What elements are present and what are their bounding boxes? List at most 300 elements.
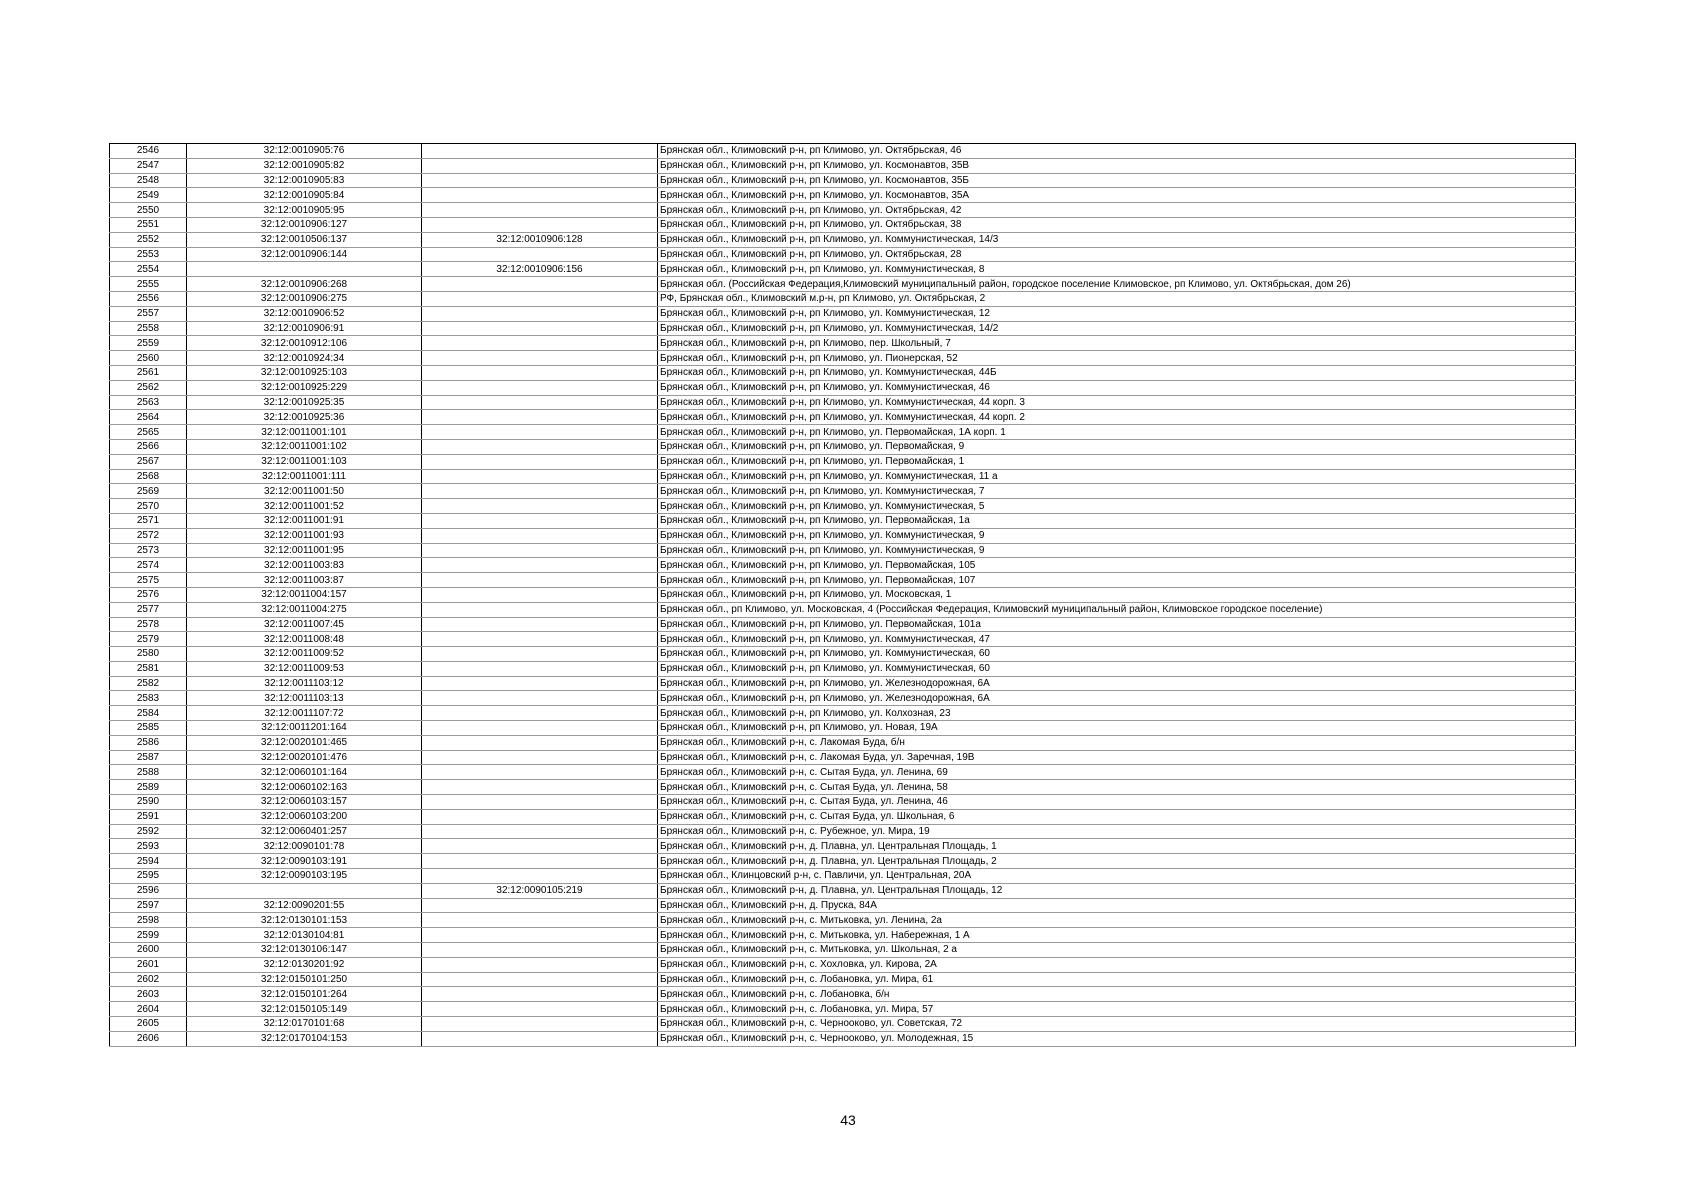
row-number-cell: 2571 bbox=[110, 513, 187, 528]
cadastral-number-cell: 32:12:0130101:153 bbox=[187, 913, 422, 928]
old-cadastral-number-cell bbox=[422, 735, 658, 750]
cadastral-number-cell: 32:12:0011001:50 bbox=[187, 484, 422, 499]
cadastral-number-cell: 32:12:0011004:275 bbox=[187, 602, 422, 617]
old-cadastral-number-cell bbox=[422, 410, 658, 425]
old-cadastral-number-cell bbox=[422, 957, 658, 972]
row-number-cell: 2566 bbox=[110, 439, 187, 454]
old-cadastral-number-cell bbox=[422, 469, 658, 484]
table-row bbox=[110, 528, 1576, 543]
old-cadastral-number-cell bbox=[422, 573, 658, 588]
old-cadastral-number-cell: 32:12:0010906:156 bbox=[422, 262, 658, 277]
old-cadastral-number-cell bbox=[422, 824, 658, 839]
table-row bbox=[110, 188, 1576, 203]
row-number-cell: 2546 bbox=[110, 144, 187, 159]
row-number-cell: 2582 bbox=[110, 676, 187, 691]
cadastral-number-cell: 32:12:0011004:157 bbox=[187, 587, 422, 602]
old-cadastral-number-cell bbox=[422, 913, 658, 928]
old-cadastral-number-cell bbox=[422, 425, 658, 440]
address-cell: Брянская обл., Климовский р-н, рп Климово, ул. Железнодорожная, 6А bbox=[658, 691, 1576, 706]
table-row bbox=[110, 928, 1576, 943]
address-cell: Брянская обл., Климовский р-н, рп Климово, ул. Первомайская, 1А корп. 1 bbox=[658, 425, 1576, 440]
table-row bbox=[110, 262, 1576, 277]
row-number-cell: 2552 bbox=[110, 232, 187, 247]
table-row bbox=[110, 454, 1576, 469]
table-row bbox=[110, 839, 1576, 854]
table-row bbox=[110, 217, 1576, 232]
table-row bbox=[110, 410, 1576, 425]
table-row bbox=[110, 351, 1576, 366]
row-number-cell: 2554 bbox=[110, 262, 187, 277]
row-number-cell: 2573 bbox=[110, 543, 187, 558]
table-row bbox=[110, 735, 1576, 750]
table-row bbox=[110, 617, 1576, 632]
old-cadastral-number-cell bbox=[422, 839, 658, 854]
row-number-cell: 2576 bbox=[110, 587, 187, 602]
table-row bbox=[110, 987, 1576, 1002]
table-row bbox=[110, 869, 1576, 884]
table-row bbox=[110, 395, 1576, 410]
row-number-cell: 2562 bbox=[110, 380, 187, 395]
table-row bbox=[110, 232, 1576, 247]
cadastral-number-cell bbox=[187, 883, 422, 898]
row-number-cell: 2557 bbox=[110, 306, 187, 321]
old-cadastral-number-cell bbox=[422, 380, 658, 395]
cadastral-number-cell: 32:12:0010906:275 bbox=[187, 291, 422, 306]
cadastral-number-cell: 32:12:0170101:68 bbox=[187, 1017, 422, 1032]
old-cadastral-number-cell bbox=[422, 543, 658, 558]
row-number-cell: 2567 bbox=[110, 454, 187, 469]
cadastral-number-cell: 32:12:0090201:55 bbox=[187, 898, 422, 913]
row-number-cell: 2595 bbox=[110, 869, 187, 884]
address-cell: Брянская обл., Климовский р-н, рп Климово, ул. Московская, 1 bbox=[658, 587, 1576, 602]
address-cell: Брянская обл., Климовский р-н, рп Климово, ул. Коммунистическая, 44 корп. 3 bbox=[658, 395, 1576, 410]
table-row bbox=[110, 365, 1576, 380]
cadastral-number-cell: 32:12:0010925:103 bbox=[187, 365, 422, 380]
old-cadastral-number-cell bbox=[422, 854, 658, 869]
row-number-cell: 2553 bbox=[110, 247, 187, 262]
cadastral-number-cell: 32:12:0011009:53 bbox=[187, 661, 422, 676]
cadastral-number-cell: 32:12:0130106:147 bbox=[187, 943, 422, 958]
address-cell: Брянская обл., Климовский р-н, с. Лобановка, ул. Мира, 61 bbox=[658, 972, 1576, 987]
table-row bbox=[110, 883, 1576, 898]
address-cell: Брянская обл., Климовский р-н, с. Митьковка, ул. Школьная, 2 а bbox=[658, 943, 1576, 958]
address-cell: Брянская обл., Климовский р-н, рп Климово, ул. Октябрьская, 38 bbox=[658, 217, 1576, 232]
cadastral-number-cell: 32:12:0010906:52 bbox=[187, 306, 422, 321]
cadastral-number-cell: 32:12:0060103:157 bbox=[187, 795, 422, 810]
old-cadastral-number-cell bbox=[422, 558, 658, 573]
cadastral-number-cell: 32:12:0010905:76 bbox=[187, 144, 422, 159]
cadastral-number-cell: 32:12:0011001:111 bbox=[187, 469, 422, 484]
address-cell: Брянская обл., Климовский р-н, рп Климово, ул. Первомайская, 1а bbox=[658, 513, 1576, 528]
cadastral-number-cell: 32:12:0020101:476 bbox=[187, 750, 422, 765]
address-cell: Брянская обл., Климовский р-н, рп Климово, ул. Коммунистическая, 14/3 bbox=[658, 232, 1576, 247]
table-row bbox=[110, 676, 1576, 691]
old-cadastral-number-cell bbox=[422, 602, 658, 617]
old-cadastral-number-cell bbox=[422, 617, 658, 632]
table-row bbox=[110, 336, 1576, 351]
address-cell: Брянская обл., Климовский р-н, с. Хохловка, ул. Кирова, 2А bbox=[658, 957, 1576, 972]
row-number-cell: 2564 bbox=[110, 410, 187, 425]
row-number-cell: 2561 bbox=[110, 365, 187, 380]
old-cadastral-number-cell bbox=[422, 365, 658, 380]
row-number-cell: 2599 bbox=[110, 928, 187, 943]
address-cell: Брянская обл., Климовский р-н, рп Климово, ул. Коммунистическая, 9 bbox=[658, 528, 1576, 543]
row-number-cell: 2560 bbox=[110, 351, 187, 366]
row-number-cell: 2569 bbox=[110, 484, 187, 499]
old-cadastral-number-cell bbox=[422, 499, 658, 514]
address-cell: Брянская обл., Климовский р-н, рп Климово, ул. Коммунистическая, 60 bbox=[658, 647, 1576, 662]
old-cadastral-number-cell bbox=[422, 987, 658, 1002]
cadastral-number-cell: 32:12:0130104:81 bbox=[187, 928, 422, 943]
old-cadastral-number-cell bbox=[422, 454, 658, 469]
row-number-cell: 2601 bbox=[110, 957, 187, 972]
table-row bbox=[110, 795, 1576, 810]
table-row bbox=[110, 691, 1576, 706]
address-cell: Брянская обл., Климовский р-н, рп Климово, ул. Первомайская, 105 bbox=[658, 558, 1576, 573]
old-cadastral-number-cell bbox=[422, 1002, 658, 1017]
old-cadastral-number-cell bbox=[422, 661, 658, 676]
row-number-cell: 2586 bbox=[110, 735, 187, 750]
old-cadastral-number-cell bbox=[422, 173, 658, 188]
cadastral-number-cell: 32:12:0170104:153 bbox=[187, 1031, 422, 1046]
row-number-cell: 2604 bbox=[110, 1002, 187, 1017]
old-cadastral-number-cell bbox=[422, 898, 658, 913]
row-number-cell: 2592 bbox=[110, 824, 187, 839]
row-number-cell: 2606 bbox=[110, 1031, 187, 1046]
old-cadastral-number-cell bbox=[422, 336, 658, 351]
cadastral-number-cell: 32:12:0130201:92 bbox=[187, 957, 422, 972]
table-row bbox=[110, 647, 1576, 662]
cadastral-number-cell: 32:12:0090103:195 bbox=[187, 869, 422, 884]
old-cadastral-number-cell bbox=[422, 439, 658, 454]
address-cell: Брянская обл., Климовский р-н, рп Климово, ул. Коммунистическая, 12 bbox=[658, 306, 1576, 321]
address-cell: Брянская обл., Климовский р-н, рп Климово, ул. Железнодорожная, 6А bbox=[658, 676, 1576, 691]
old-cadastral-number-cell bbox=[422, 706, 658, 721]
address-cell: Брянская обл., Климовский р-н, рп Климово, ул. Колхозная, 23 bbox=[658, 706, 1576, 721]
table-row bbox=[110, 765, 1576, 780]
row-number-cell: 2600 bbox=[110, 943, 187, 958]
address-cell: Брянская обл., Климовский р-н, с. Сытая Буда, ул. Школьная, 6 bbox=[658, 809, 1576, 824]
old-cadastral-number-cell bbox=[422, 351, 658, 366]
row-number-cell: 2588 bbox=[110, 765, 187, 780]
table-row bbox=[110, 661, 1576, 676]
address-cell: Брянская обл., Клинцовский р-н, с. Павличи, ул. Центральная, 20А bbox=[658, 869, 1576, 884]
row-number-cell: 2591 bbox=[110, 809, 187, 824]
table-row bbox=[110, 602, 1576, 617]
cadastral-number-cell: 32:12:0010925:35 bbox=[187, 395, 422, 410]
address-cell: Брянская обл., Климовский р-н, с. Лакомая Буда, ул. Заречная, 19В bbox=[658, 750, 1576, 765]
old-cadastral-number-cell bbox=[422, 587, 658, 602]
table-row bbox=[110, 306, 1576, 321]
address-cell: Брянская обл., Климовский р-н, рп Климово, ул. Пионерская, 52 bbox=[658, 351, 1576, 366]
row-number-cell: 2551 bbox=[110, 217, 187, 232]
table-row bbox=[110, 972, 1576, 987]
old-cadastral-number-cell bbox=[422, 203, 658, 218]
cadastral-number-cell: 32:12:0010912:106 bbox=[187, 336, 422, 351]
old-cadastral-number-cell bbox=[422, 291, 658, 306]
address-cell: Брянская обл., Климовский р-н, рп Климово, ул. Первомайская, 107 bbox=[658, 573, 1576, 588]
row-number-cell: 2590 bbox=[110, 795, 187, 810]
row-number-cell: 2574 bbox=[110, 558, 187, 573]
table-row bbox=[110, 706, 1576, 721]
table-row bbox=[110, 469, 1576, 484]
row-number-cell: 2549 bbox=[110, 188, 187, 203]
address-cell: Брянская обл., Климовский р-н, рп Климово, ул. Октябрьская, 42 bbox=[658, 203, 1576, 218]
row-number-cell: 2584 bbox=[110, 706, 187, 721]
row-number-cell: 2550 bbox=[110, 203, 187, 218]
row-number-cell: 2589 bbox=[110, 780, 187, 795]
cadastral-number-cell: 32:12:0011009:52 bbox=[187, 647, 422, 662]
address-cell: Брянская обл., Климовский р-н, рп Климово, ул. Новая, 19А bbox=[658, 721, 1576, 736]
old-cadastral-number-cell: 32:12:0090105:219 bbox=[422, 883, 658, 898]
cadastral-number-cell: 32:12:0011001:93 bbox=[187, 528, 422, 543]
address-cell: Брянская обл., Климовский р-н, рп Климово, ул. Коммунистическая, 8 bbox=[658, 262, 1576, 277]
address-cell: Брянская обл., Климовский р-н, с. Сытая Буда, ул. Ленина, 46 bbox=[658, 795, 1576, 810]
row-number-cell: 2565 bbox=[110, 425, 187, 440]
cadastral-number-cell: 32:12:0011103:13 bbox=[187, 691, 422, 706]
cadastral-number-cell: 32:12:0011001:52 bbox=[187, 499, 422, 514]
address-cell: Брянская обл., Климовский р-н, рп Климово, ул. Коммунистическая, 47 bbox=[658, 632, 1576, 647]
old-cadastral-number-cell bbox=[422, 484, 658, 499]
cadastral-number-cell: 32:12:0150101:264 bbox=[187, 987, 422, 1002]
cadastral-number-cell: 32:12:0011001:102 bbox=[187, 439, 422, 454]
cadastral-number-cell: 32:12:0020101:465 bbox=[187, 735, 422, 750]
table-row bbox=[110, 144, 1576, 159]
row-number-cell: 2563 bbox=[110, 395, 187, 410]
row-number-cell: 2602 bbox=[110, 972, 187, 987]
address-cell: Брянская обл. (Российская Федерация,Климовский муниципальный район, городское поселение Климовское, рп Климово, ул. Октябрьская, дом 26) bbox=[658, 277, 1576, 292]
old-cadastral-number-cell bbox=[422, 247, 658, 262]
row-number-cell: 2572 bbox=[110, 528, 187, 543]
cadastral-number-cell: 32:12:0150105:149 bbox=[187, 1002, 422, 1017]
row-number-cell: 2570 bbox=[110, 499, 187, 514]
table-row bbox=[110, 1031, 1576, 1046]
row-number-cell: 2581 bbox=[110, 661, 187, 676]
row-number-cell: 2593 bbox=[110, 839, 187, 854]
address-cell: Брянская обл., Климовский р-н, рп Климово, ул. Коммунистическая, 46 bbox=[658, 380, 1576, 395]
address-cell: Брянская обл., Климовский р-н, рп Климово, ул. Коммунистическая, 60 bbox=[658, 661, 1576, 676]
table-row bbox=[110, 913, 1576, 928]
old-cadastral-number-cell bbox=[422, 928, 658, 943]
address-cell: Брянская обл., Климовский р-н, рп Климово, ул. Космонавтов, 35Б bbox=[658, 173, 1576, 188]
cadastral-number-cell: 32:12:0010506:137 bbox=[187, 232, 422, 247]
old-cadastral-number-cell bbox=[422, 158, 658, 173]
cadastral-number-cell: 32:12:0060101:164 bbox=[187, 765, 422, 780]
table-row bbox=[110, 824, 1576, 839]
table-row bbox=[110, 513, 1576, 528]
old-cadastral-number-cell bbox=[422, 1031, 658, 1046]
old-cadastral-number-cell bbox=[422, 943, 658, 958]
cadastral-number-cell: 32:12:0010906:91 bbox=[187, 321, 422, 336]
address-cell: Брянская обл., Климовский р-н, рп Климово, ул. Коммунистическая, 5 bbox=[658, 499, 1576, 514]
table-row bbox=[110, 203, 1576, 218]
address-cell: Брянская обл., Климовский р-н, д. Пруска, 84А bbox=[658, 898, 1576, 913]
cadastral-number-cell: 32:12:0010924:34 bbox=[187, 351, 422, 366]
row-number-cell: 2578 bbox=[110, 617, 187, 632]
row-number-cell: 2548 bbox=[110, 173, 187, 188]
address-cell: Брянская обл., Климовский р-н, рп Климово, ул. Коммунистическая, 7 bbox=[658, 484, 1576, 499]
address-cell: Брянская обл., Климовский р-н, с. Митьковка, ул. Набережная, 1 А bbox=[658, 928, 1576, 943]
table-row bbox=[110, 291, 1576, 306]
cadastral-number-cell: 32:12:0010906:268 bbox=[187, 277, 422, 292]
old-cadastral-number-cell bbox=[422, 691, 658, 706]
old-cadastral-number-cell bbox=[422, 277, 658, 292]
old-cadastral-number-cell bbox=[422, 188, 658, 203]
table-row bbox=[110, 780, 1576, 795]
table-row bbox=[110, 425, 1576, 440]
cadastral-number-cell: 32:12:0011003:83 bbox=[187, 558, 422, 573]
old-cadastral-number-cell bbox=[422, 632, 658, 647]
cadastral-number-cell: 32:12:0010906:144 bbox=[187, 247, 422, 262]
old-cadastral-number-cell bbox=[422, 1017, 658, 1032]
cadastral-number-cell: 32:12:0011103:12 bbox=[187, 676, 422, 691]
cadastral-number-cell: 32:12:0011107:72 bbox=[187, 706, 422, 721]
table-row bbox=[110, 277, 1576, 292]
address-cell: Брянская обл., Климовский р-н, рп Климово, пер. Школьный, 7 bbox=[658, 336, 1576, 351]
old-cadastral-number-cell bbox=[422, 144, 658, 159]
old-cadastral-number-cell bbox=[422, 809, 658, 824]
address-cell: Брянская обл., Климовский р-н, рп Климово, ул. Первомайская, 9 bbox=[658, 439, 1576, 454]
old-cadastral-number-cell bbox=[422, 780, 658, 795]
cadastral-number-cell: 32:12:0011001:101 bbox=[187, 425, 422, 440]
row-number-cell: 2594 bbox=[110, 854, 187, 869]
cadastral-number-cell: 32:12:0011201:164 bbox=[187, 721, 422, 736]
address-cell: Брянская обл., Климовский р-н, с. Чернооково, ул. Молодежная, 15 bbox=[658, 1031, 1576, 1046]
cadastral-number-cell: 32:12:0011007:45 bbox=[187, 617, 422, 632]
table-row bbox=[110, 543, 1576, 558]
old-cadastral-number-cell: 32:12:0010906:128 bbox=[422, 232, 658, 247]
address-cell: Брянская обл., Климовский р-н, д. Плавна, ул. Центральная Площадь, 1 bbox=[658, 839, 1576, 854]
address-cell: Брянская обл., Климовский р-н, с. Сытая Буда, ул. Ленина, 69 bbox=[658, 765, 1576, 780]
old-cadastral-number-cell bbox=[422, 676, 658, 691]
cadastral-number-cell: 32:12:0060401:257 bbox=[187, 824, 422, 839]
row-number-cell: 2558 bbox=[110, 321, 187, 336]
cadastral-number-cell: 32:12:0011008:48 bbox=[187, 632, 422, 647]
old-cadastral-number-cell bbox=[422, 513, 658, 528]
row-number-cell: 2556 bbox=[110, 291, 187, 306]
address-cell: Брянская обл., Климовский р-н, д. Плавна, ул. Центральная Площадь, 2 bbox=[658, 854, 1576, 869]
address-cell: Брянская обл., Климовский р-н, рп Климово, ул. Первомайская, 101а bbox=[658, 617, 1576, 632]
cadastral-number-cell: 32:12:0150101:250 bbox=[187, 972, 422, 987]
cadastral-number-cell: 32:12:0010925:36 bbox=[187, 410, 422, 425]
cadastral-number-cell: 32:12:0060103:200 bbox=[187, 809, 422, 824]
table-row bbox=[110, 484, 1576, 499]
table-row bbox=[110, 1017, 1576, 1032]
row-number-cell: 2577 bbox=[110, 602, 187, 617]
row-number-cell: 2547 bbox=[110, 158, 187, 173]
cadastral-number-cell: 32:12:0011001:95 bbox=[187, 543, 422, 558]
table-row bbox=[110, 158, 1576, 173]
table-row bbox=[110, 721, 1576, 736]
old-cadastral-number-cell bbox=[422, 721, 658, 736]
row-number-cell: 2580 bbox=[110, 647, 187, 662]
table-row bbox=[110, 898, 1576, 913]
cadastral-number-cell bbox=[187, 262, 422, 277]
cadastral-number-cell: 32:12:0011001:103 bbox=[187, 454, 422, 469]
address-cell: Брянская обл., рп Климово, ул. Московская, 4 (Российская Федерация, Климовский муниципальный район, Климовское городское поселение) bbox=[658, 602, 1576, 617]
address-cell: Брянская обл., Климовский р-н, рп Климово, ул. Коммунистическая, 44 корп. 2 bbox=[658, 410, 1576, 425]
row-number-cell: 2585 bbox=[110, 721, 187, 736]
row-number-cell: 2559 bbox=[110, 336, 187, 351]
address-cell: Брянская обл., Климовский р-н, с. Лобановка, ул. Мира, 57 bbox=[658, 1002, 1576, 1017]
old-cadastral-number-cell bbox=[422, 217, 658, 232]
row-number-cell: 2605 bbox=[110, 1017, 187, 1032]
old-cadastral-number-cell bbox=[422, 795, 658, 810]
row-number-cell: 2598 bbox=[110, 913, 187, 928]
table-row bbox=[110, 632, 1576, 647]
table-row bbox=[110, 439, 1576, 454]
table-row bbox=[110, 558, 1576, 573]
address-cell: РФ, Брянская обл., Климовский м.р-н, рп Климово, ул. Октябрьская, 2 bbox=[658, 291, 1576, 306]
page-number: 43 bbox=[840, 1112, 856, 1128]
address-cell: Брянская обл., Климовский р-н, рп Климово, ул. Коммунистическая, 9 bbox=[658, 543, 1576, 558]
table-row bbox=[110, 854, 1576, 869]
table-row bbox=[110, 573, 1576, 588]
table-row bbox=[110, 247, 1576, 262]
cadastral-number-cell: 32:12:0090103:191 bbox=[187, 854, 422, 869]
cadastral-number-cell: 32:12:0010905:82 bbox=[187, 158, 422, 173]
address-cell: Брянская обл., Климовский р-н, с. Митьковка, ул. Ленина, 2а bbox=[658, 913, 1576, 928]
table-row bbox=[110, 1002, 1576, 1017]
cadastral-number-cell: 32:12:0090101:78 bbox=[187, 839, 422, 854]
address-cell: Брянская обл., Климовский р-н, с. Рубежное, ул. Мира, 19 bbox=[658, 824, 1576, 839]
address-cell: Брянская обл., Климовский р-н, с. Лобановка, б/н bbox=[658, 987, 1576, 1002]
old-cadastral-number-cell bbox=[422, 647, 658, 662]
address-cell: Брянская обл., Климовский р-н, рп Климово, ул. Октябрьская, 28 bbox=[658, 247, 1576, 262]
address-cell: Брянская обл., Климовский р-н, с. Чернооково, ул. Советская, 72 bbox=[658, 1017, 1576, 1032]
address-cell: Брянская обл., Климовский р-н, рп Климово, ул. Космонавтов, 35В bbox=[658, 158, 1576, 173]
row-number-cell: 2596 bbox=[110, 883, 187, 898]
table-row bbox=[110, 380, 1576, 395]
address-cell: Брянская обл., Климовский р-н, рп Климово, ул. Коммунистическая, 11 а bbox=[658, 469, 1576, 484]
old-cadastral-number-cell bbox=[422, 972, 658, 987]
cadastral-number-cell: 32:12:0010905:83 bbox=[187, 173, 422, 188]
row-number-cell: 2597 bbox=[110, 898, 187, 913]
row-number-cell: 2579 bbox=[110, 632, 187, 647]
row-number-cell: 2603 bbox=[110, 987, 187, 1002]
address-cell: Брянская обл., Климовский р-н, рп Климово, ул. Коммунистическая, 44Б bbox=[658, 365, 1576, 380]
old-cadastral-number-cell bbox=[422, 395, 658, 410]
address-cell: Брянская обл., Климовский р-н, рп Климово, ул. Коммунистическая, 14/2 bbox=[658, 321, 1576, 336]
row-number-cell: 2575 bbox=[110, 573, 187, 588]
cadastral-number-cell: 32:12:0011001:91 bbox=[187, 513, 422, 528]
address-cell: Брянская обл., Климовский р-н, д. Плавна, ул. Центральная Площадь, 12 bbox=[658, 883, 1576, 898]
table-row bbox=[110, 809, 1576, 824]
old-cadastral-number-cell bbox=[422, 306, 658, 321]
cadastral-number-cell: 32:12:0060102:163 bbox=[187, 780, 422, 795]
table-body bbox=[110, 144, 1576, 1047]
old-cadastral-number-cell bbox=[422, 750, 658, 765]
old-cadastral-number-cell bbox=[422, 869, 658, 884]
old-cadastral-number-cell bbox=[422, 765, 658, 780]
table-row bbox=[110, 943, 1576, 958]
row-number-cell: 2555 bbox=[110, 277, 187, 292]
address-cell: Брянская обл., Климовский р-н, с. Лакомая Буда, б/н bbox=[658, 735, 1576, 750]
table-row bbox=[110, 499, 1576, 514]
cadastral-number-cell: 32:12:0010925:229 bbox=[187, 380, 422, 395]
address-cell: Брянская обл., Климовский р-н, рп Климово, ул. Октябрьская, 46 bbox=[658, 144, 1576, 159]
address-cell: Брянская обл., Климовский р-н, рп Климово, ул. Космонавтов, 35А bbox=[658, 188, 1576, 203]
row-number-cell: 2587 bbox=[110, 750, 187, 765]
table-row bbox=[110, 321, 1576, 336]
cadastral-number-cell: 32:12:0010906:127 bbox=[187, 217, 422, 232]
cadastral-number-cell: 32:12:0010905:84 bbox=[187, 188, 422, 203]
address-cell: Брянская обл., Климовский р-н, с. Сытая Буда, ул. Ленина, 58 bbox=[658, 780, 1576, 795]
table-row bbox=[110, 587, 1576, 602]
old-cadastral-number-cell bbox=[422, 321, 658, 336]
table-row bbox=[110, 957, 1576, 972]
table-row bbox=[110, 173, 1576, 188]
